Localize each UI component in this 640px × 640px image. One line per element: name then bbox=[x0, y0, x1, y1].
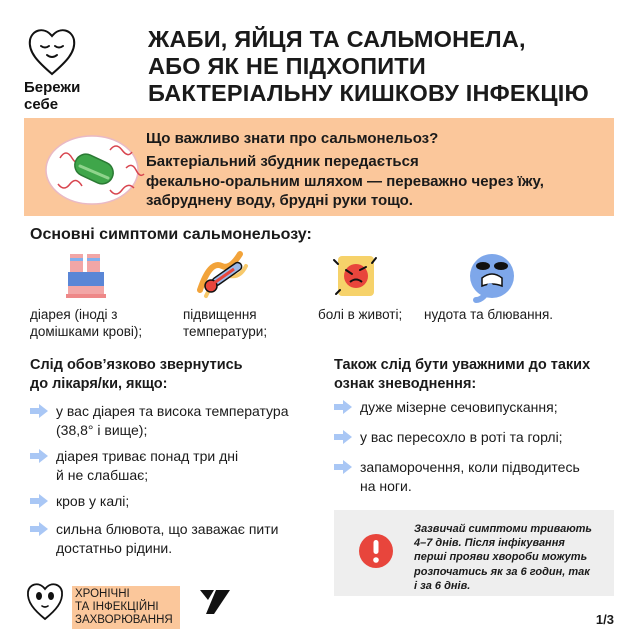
title-line: АБО ЯК НЕ ПІДХОПИТИ bbox=[148, 53, 426, 79]
page-title bbox=[148, 26, 628, 107]
arrow-right-icon bbox=[30, 404, 48, 418]
symptom-label-4: нудота та блювання. bbox=[424, 307, 554, 322]
arrow-right-icon bbox=[30, 522, 48, 536]
title-line: БАКТЕРІАЛЬНУ КИШКОВУ ІНФЕКЦІЮ bbox=[148, 80, 589, 106]
brand-logo bbox=[24, 22, 116, 112]
arrow-right-icon bbox=[30, 449, 48, 463]
partner-logo bbox=[198, 586, 232, 621]
arrow-right-icon bbox=[30, 494, 48, 508]
doctor-item-1: у вас діарея та висока температура (38,8° і вище); bbox=[30, 402, 288, 440]
logo-text-1: Бережи bbox=[24, 79, 81, 96]
symptoms-title: Основні симптоми сальмонельозу: bbox=[30, 226, 312, 243]
symptom-icon-1 bbox=[60, 250, 112, 302]
info-answer-line: забруднену воду, брудні руки тощо. bbox=[146, 192, 413, 209]
partner-logo-icon bbox=[198, 586, 232, 616]
doctor-title: Слід обов’язково звернутись до лікаря/ки, якщо: bbox=[30, 357, 243, 392]
symptom-label-3: болі в животі; bbox=[318, 307, 403, 322]
salmonella-bacterium-icon bbox=[40, 128, 150, 208]
dehydration-item-3: запаморочення, коли підводитесь на ноги. bbox=[334, 458, 580, 496]
symptom-icon-3 bbox=[330, 250, 382, 302]
arrow-right-icon bbox=[334, 460, 352, 474]
note-box bbox=[334, 510, 614, 596]
info-answer-line: фекально-оральним шляхом — переважно через їжу, bbox=[146, 172, 544, 190]
heart-face-icon bbox=[24, 22, 80, 78]
dehydration-item-1: дуже мізерне сечовипускання; bbox=[334, 398, 558, 417]
title-line: ЖАБИ, ЯЙЦЯ ТА САЛЬМОНЕЛА, bbox=[148, 26, 526, 52]
stomach-pain-icon bbox=[330, 250, 382, 302]
logo-text-2: себе bbox=[24, 96, 59, 113]
exclamation-icon bbox=[358, 533, 394, 569]
thermometer-icon bbox=[196, 250, 252, 302]
symptom-icon-2 bbox=[196, 250, 252, 302]
info-box bbox=[24, 118, 614, 216]
dehydration-item-2: у вас пересохло в роті та горлі; bbox=[334, 428, 563, 447]
socks-icon bbox=[60, 250, 112, 302]
doctor-item-4: сильна блювота, що заважає пити достатньо рідини. bbox=[30, 520, 278, 558]
symptom-icon-4 bbox=[464, 250, 520, 306]
info-answer bbox=[146, 152, 606, 211]
category-badge: ХРОНІЧНІ ТА ІНФЕКЦІЙНІ ЗАХВОРЮВАННЯ bbox=[72, 586, 180, 629]
heart-face-icon bbox=[24, 578, 66, 622]
nausea-face-icon bbox=[464, 250, 520, 306]
arrow-right-icon bbox=[334, 400, 352, 414]
dehydration-title: Також слід бути уважними до таких ознак зневоднення: bbox=[334, 357, 591, 392]
doctor-item-2: діарея триває понад три дні й не слабшає; bbox=[30, 447, 238, 485]
info-answer-line: Бактеріальний збудник передається bbox=[146, 153, 419, 170]
footer-heart bbox=[24, 578, 66, 627]
doctor-item-3: кров у калі; bbox=[30, 492, 129, 511]
info-question: Що важливо знати про сальмонельоз? bbox=[146, 130, 439, 147]
symptom-label-1: діарея (іноді з домішками крові); bbox=[30, 307, 143, 339]
note-text: Зазвичай симптоми тривають 4–7 днів. Після інфікування перші прояви хвороби можуть розпочатись як за 6 годин, так і за 6 днів. bbox=[414, 523, 592, 592]
arrow-right-icon bbox=[334, 430, 352, 444]
page-number: 1/3 bbox=[595, 612, 614, 627]
symptom-label-2: підвищення температури; bbox=[183, 307, 268, 339]
